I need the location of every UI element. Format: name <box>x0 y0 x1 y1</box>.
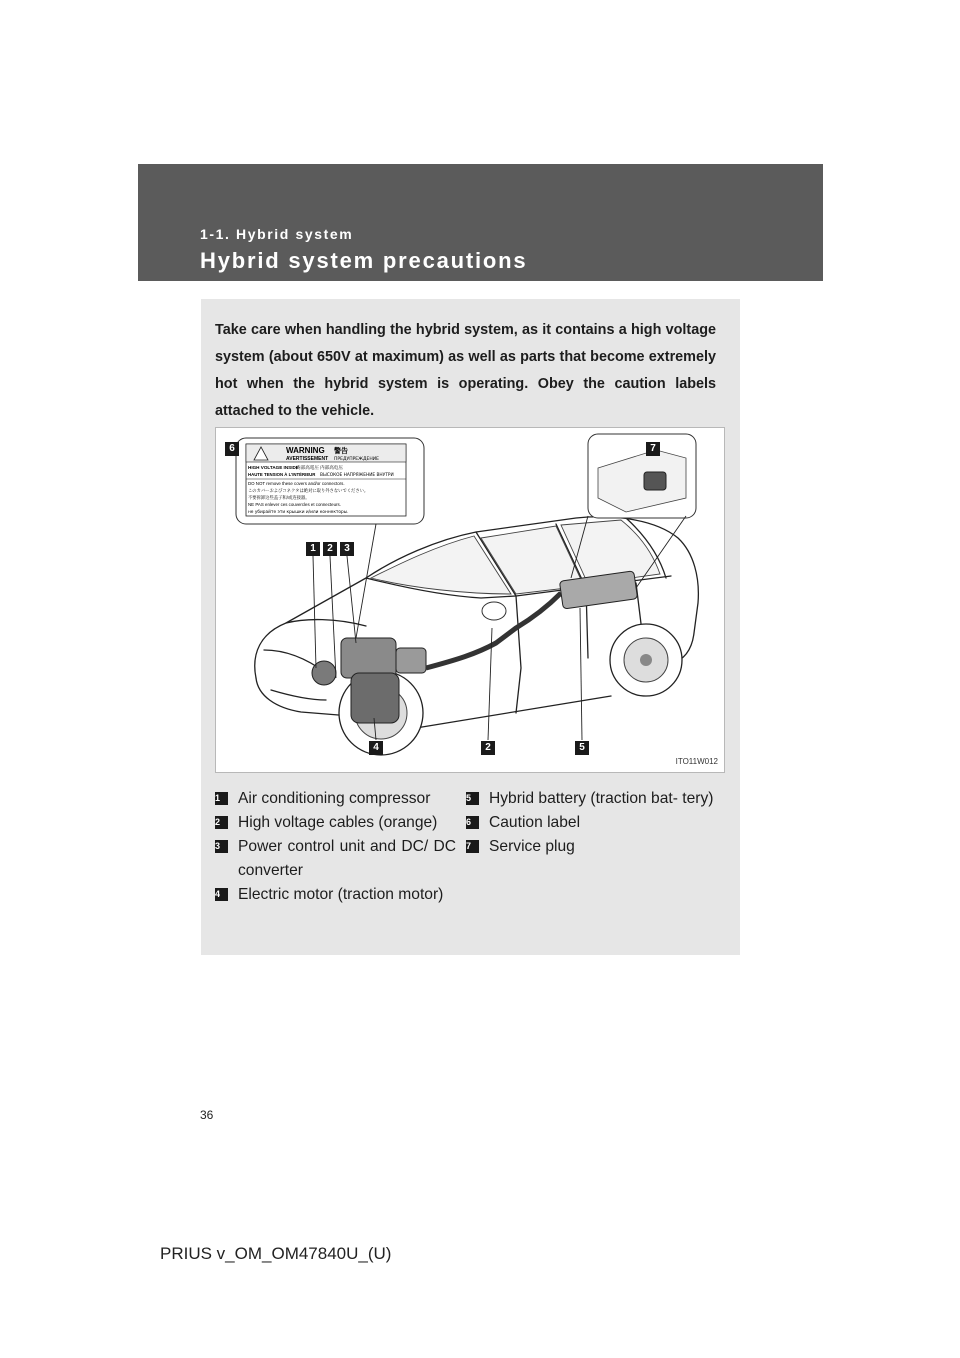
callout-marker-4: 4 <box>369 741 383 755</box>
legend-item <box>466 811 728 835</box>
page-number: 36 <box>200 1108 214 1122</box>
caution-label-line2-fr: HAUTE TENSION À L'INTÉRIEUR <box>248 472 316 477</box>
hybrid-system-illustration <box>215 427 725 773</box>
rear-wheel <box>610 624 682 696</box>
caution-label-line1-cn: 内部高电压 <box>320 466 343 471</box>
callout-marker-5: 5 <box>575 741 589 755</box>
caution-label-line7-ru: не убирайте эти крышки и/или коннекторы. <box>248 510 349 515</box>
caution-label-callout <box>236 438 424 638</box>
content-panel <box>201 299 740 955</box>
legend-number: 5 <box>466 792 479 805</box>
caution-label-title-ru: ПРЕДУПРЕЖДЕНИЕ <box>334 457 379 462</box>
legend-item <box>215 883 456 907</box>
legend-text: High voltage cables (orange) <box>238 814 438 831</box>
caution-label-line1-jp: 内部高電圧 <box>296 466 319 471</box>
caution-label-line6-fr: NE PAS enlever ces couvercles et connecteurs. <box>248 502 341 507</box>
document-footer: PRIUS v_OM_OM47840U_(U) <box>160 1244 392 1263</box>
legend-text: Caution label <box>489 814 581 831</box>
legend-left-column <box>215 787 456 907</box>
legend-item <box>466 787 728 811</box>
side-mirror <box>482 602 506 620</box>
legend-number: 7 <box>466 840 479 853</box>
legend-item <box>215 787 456 811</box>
legend-number: 2 <box>215 816 228 829</box>
illustration-code: ITO11W012 <box>675 757 718 766</box>
caution-label-title: WARNING <box>286 446 325 455</box>
section-label: 1-1. Hybrid system <box>200 226 354 242</box>
callout-marker-6: 6 <box>225 442 239 456</box>
legend-number: 1 <box>215 792 228 805</box>
callout-marker-3: 3 <box>340 542 354 556</box>
caution-label-line2-ru: ВЫСОКОЕ НАПРЯЖЕНИЕ ВНУТРИ <box>320 473 394 478</box>
car-illustration <box>216 428 724 772</box>
legend-text: Service plug <box>489 838 575 855</box>
caution-label-line5-cn: 不要拆卸这些盖子和/或连接器。 <box>248 496 310 501</box>
page-title: Hybrid system precautions <box>200 248 528 273</box>
caution-label-title-jp: 警告 <box>334 447 348 455</box>
intro-paragraph: Take care when handling the hybrid system, as it contains a high voltage system (about 650V at maximum) as well as parts that become extremely hot when the hybrid system is operating. Obey the caution labels attached to the vehicle. <box>215 322 716 419</box>
legend-right-column <box>466 787 728 859</box>
legend-item <box>466 835 728 859</box>
callout-marker-7: 7 <box>646 442 660 456</box>
legend-number: 4 <box>215 888 228 901</box>
section-header <box>138 164 823 281</box>
legend-item <box>215 811 456 835</box>
callout-marker-2b: 2 <box>481 741 495 755</box>
caution-label-line3-en: DO NOT remove these covers and/or connectors. <box>248 481 345 486</box>
legend-number: 3 <box>215 840 228 853</box>
caution-label-title-fr: AVERTISSEMENT <box>286 456 329 462</box>
legend-text: Air conditioning compressor <box>238 790 431 807</box>
caution-label-line4-jp: このカバーおよびコネクタは絶対に取り外さないでください。 <box>248 489 369 494</box>
legend-text: Hybrid battery (traction bat- tery) <box>489 790 714 807</box>
caution-label-line1-en: HIGH VOLTAGE INSIDE <box>248 465 299 470</box>
legend-item <box>215 835 456 883</box>
legend-number: 6 <box>466 816 479 829</box>
legend-text: Power control unit and DC/ DC converter <box>238 838 456 879</box>
legend-text: Electric motor (traction motor) <box>238 886 444 903</box>
callout-marker-1: 1 <box>306 542 320 556</box>
callout-marker-2: 2 <box>323 542 337 556</box>
